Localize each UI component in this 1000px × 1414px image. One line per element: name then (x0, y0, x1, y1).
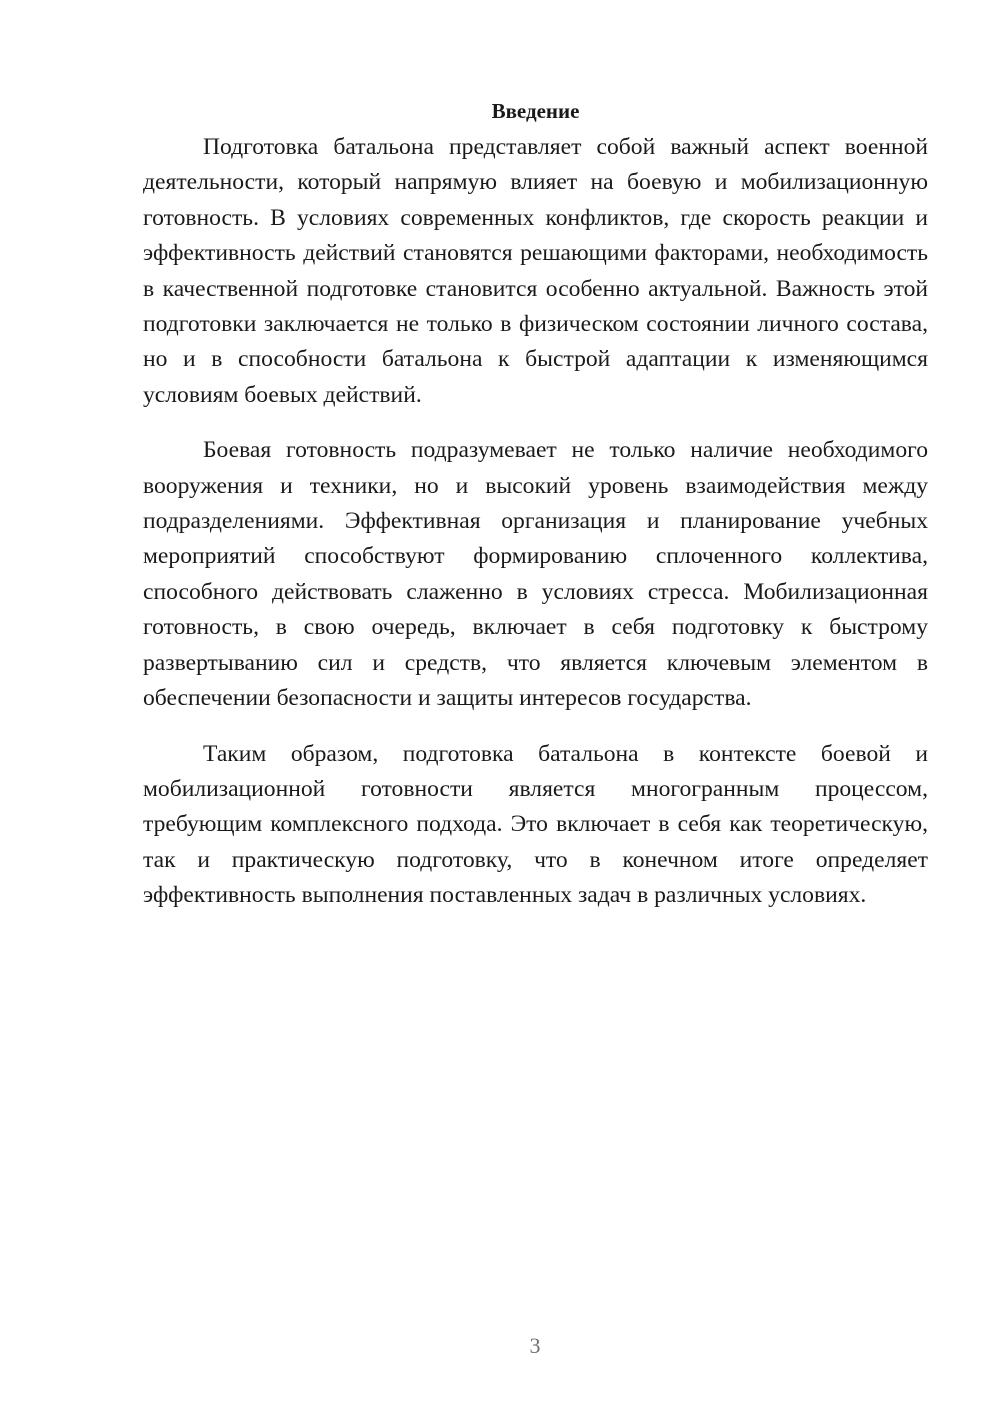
section-title: Введение (491, 99, 580, 123)
paragraph-1: Подготовка батальона представляет собой важный аспект военной деятельности, который напрямую влияет на боевую и мобилизационную готовность. В условиях современных конфликтов, где скорость реакции и эффективность действий становятся решающими факторами, необходимость в качественной подготовке становится особенно актуальной. Важность этой подготовки заключается не только в физическом состоянии личного состава, но и в способности батальона к быстрой адаптации к изменяющимся условиям боевых действий. (143, 134, 928, 408)
page-number: 3 (529, 1333, 541, 1358)
paragraph-2: Боевая готовность подразумевает не только наличие необходимого вооружения и техники, но и высокий уровень взаимодействия между подразделениями. Эффективная организация и планирование учебных мероприятий способствуют формированию сплоченного коллектива, способного действовать слаженно в условиях стресса. Мобилизационная готовность, в свою очередь, включает в себя подготовку к быстрому развертыванию сил и средств, что является ключевым элементом в обеспечении безопасности и защиты интересов государства. (143, 437, 928, 712)
paragraph-3: Таким образом, подготовка батальона в контексте боевой и мобилизационной готовности является многогранным процессом, требующим комплексного подхода. Это включает в себя как теоретическую, так и практическую подготовку, что в конечном итоге определяет эффективность выполнения поставленных задач в различных условиях. (143, 740, 928, 909)
page-body (143, 96, 928, 934)
